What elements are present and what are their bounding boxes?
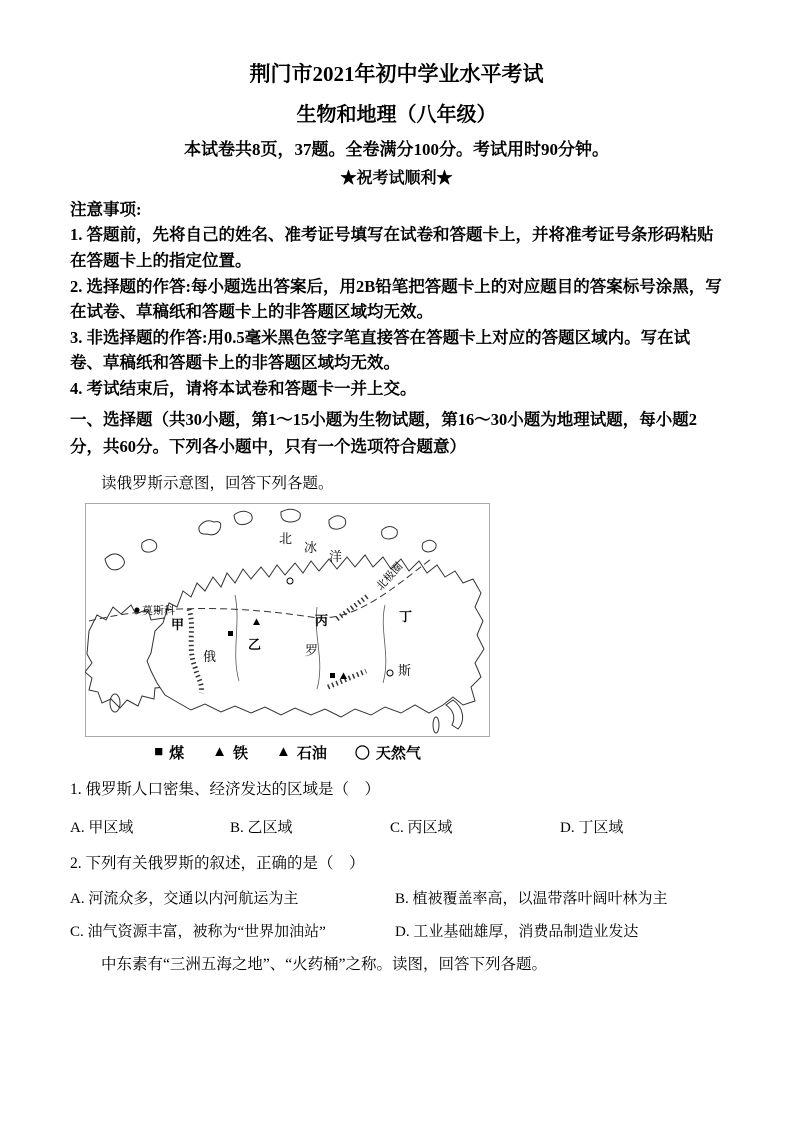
q2-option-c: C. 油气资源丰富，被称为“世界加油站” [70, 923, 326, 940]
map-legend [85, 742, 490, 763]
ocean-char-3: 洋 [329, 549, 343, 565]
q2-option-b: B. 植被覆盖率高，以温带落叶阔叶林为主 [395, 890, 668, 907]
next-passage-intro: 中东素有“三洲五海之地”、“火药桶”之称。读图，回答下列各题。 [101, 955, 548, 973]
country-char-3: 斯 [398, 663, 412, 679]
coal-label: 煤 [169, 746, 185, 763]
arctic-circle-label: 北极圈 [374, 560, 406, 594]
oil-label: 石油 [296, 746, 327, 763]
country-char-2: 罗 [305, 643, 319, 659]
region-label-yi: 乙 [248, 637, 262, 653]
russia-map [85, 503, 490, 763]
q1-option-d: D. 丁区域 [560, 819, 624, 836]
legend-item-coal [154, 742, 184, 763]
doc-subtitle: 生物和地理（八年级） [296, 104, 497, 127]
notice-item-1: 1. 答题前，先将自己的姓名、准考证号填写在试卷和答题卡上，并将准考证号条形码粘贴在答题卡上的指定位置。 [70, 225, 714, 271]
notice-title: 注意事项: [70, 199, 142, 219]
region-label-bing: 丙 [315, 613, 329, 629]
region-label-ding: 丁 [399, 609, 413, 625]
legend-item-oil [276, 742, 327, 763]
region-label-jia: 甲 [171, 617, 185, 633]
moscow-dot [135, 608, 140, 613]
moscow-label: 莫斯科 [142, 605, 175, 618]
question-1-options [70, 816, 723, 837]
iron-label: 铁 [233, 746, 249, 763]
notice-item-4: 4. 考试结束后，请将本试卷和答题卡一并上交。 [70, 378, 417, 398]
notice-item-2: 2. 选择题的作答:每小题选出答案后，用2B铅笔把答题卡上的对应题目的答案标号涂黑，写在试卷、草稿纸和答题卡上的非答题区域均无效。 [70, 276, 722, 322]
gas-symbol-icon: 〇 [354, 746, 370, 763]
section-title: 一、选择题（共30小题，第1～15小题为生物试题，第16～30小题为地理试题，每小题2分，共60分。下列各小题中，只有一个选项符合题意） [70, 410, 697, 456]
exam-wish: ★祝考试顺利★ [340, 169, 453, 187]
exam-info: 本试卷共8页，37题。全卷满分100分。考试用时90分钟。 [184, 140, 609, 160]
ocean-char-2: 冰 [304, 540, 318, 556]
q2-option-a: A. 河流众多，交通以内河航运为主 [70, 890, 299, 907]
oil-symbol-icon: ▲ [276, 744, 291, 761]
question-2-options [70, 887, 723, 941]
coal-symbol-icon: ■ [154, 744, 164, 761]
doc-title: 荆门市2021年初中学业水平考试 [249, 62, 544, 86]
q1-option-c: C. 丙区域 [390, 819, 453, 836]
q2-option-d: D. 工业基础雄厚，消费品制造业发达 [395, 923, 639, 940]
q1-option-b: B. 乙区域 [230, 819, 293, 836]
ocean-char-1: 北 [279, 531, 293, 547]
russia-map-svg [85, 503, 490, 737]
map-intro: 读俄罗斯示意图，回答下列各题。 [101, 475, 334, 493]
legend-item-iron [212, 742, 248, 763]
iron-symbol-icon: ▲ [212, 744, 227, 761]
notice-item-3: 3. 非选择题的作答:用0.5毫米黑色签字笔直接答在答题卡上对应的答题区域内。写在试卷、草稿纸和答题卡上的非答题区域均无效。 [70, 327, 691, 373]
legend-item-gas [355, 742, 421, 763]
question-2: 2. 下列有关俄罗斯的叙述，正确的是（ ） [70, 854, 365, 872]
question-1: 1. 俄罗斯人口密集、经济发达的区域是（ ） [70, 781, 381, 799]
gas-label: 天然气 [375, 746, 421, 763]
q1-option-a: A. 甲区域 [70, 819, 134, 836]
country-char-1: 俄 [203, 649, 217, 665]
